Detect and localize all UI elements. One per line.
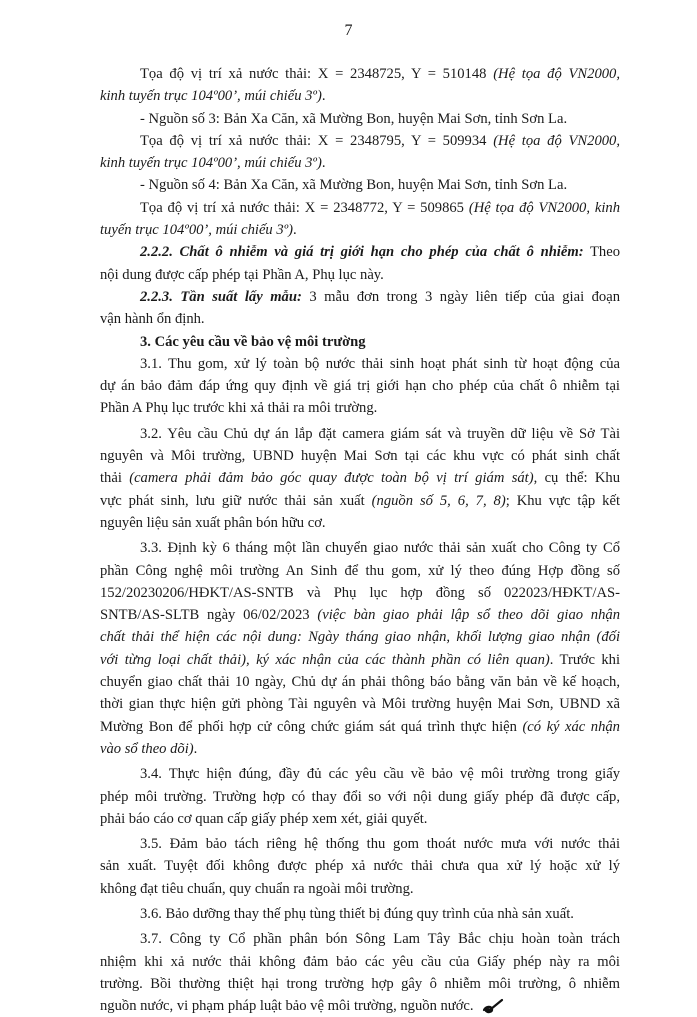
section-heading: 2.2.3. Tần suất lấy mẫu:	[140, 288, 302, 305]
coordinate-line: Tọa độ vị trí xả nước thải: X = 2348725, Y = 510148 (Hệ tọa độ VN2000,	[140, 66, 620, 82]
para-3-4-line: 3.4. Thực hiện đúng, đầy đủ các yêu cầu về bảo vệ môi trường trong giấy	[140, 766, 620, 783]
para-3-4-line: phải báo cáo cơ quan cấp giấy phép xem xét, giải quyết.	[100, 810, 428, 827]
coordinate-line-cont: kinh tuyến trục 104º00’, múi chiếu 3º).	[100, 88, 326, 105]
para-3-2-line: vực phát sinh, lưu giữ nước thải sản xuất (nguồn số 5, 6, 7, 8); Khu vực tập kết	[100, 492, 621, 509]
para-3-2-line: thải (camera phải đảm bảo góc quay được toàn bộ vị trí giám sát), cụ thể: Khu	[100, 470, 620, 487]
para-3-2-line: nguyên và Môi trường, UBND huyện Mai Sơn tại các khu vực có phát sinh chất	[100, 448, 620, 465]
section-3-heading: 3. Các yêu cầu về bảo vệ môi trường	[140, 333, 366, 350]
para-3-3-line: Mường Bon để phối hợp cử công chức giám sát quá trình thực hiện (có ký xác nhận	[100, 718, 620, 735]
para-3-1-line: Phần A Phụ lục trước khi xả thải ra môi trường.	[100, 400, 378, 417]
section-2-2-2-cont: nội dung được cấp phép tại Phần A, Phụ lục này.	[100, 266, 384, 283]
para-3-5-line: sản xuất. Tuyệt đối không được phép xả nước thải chưa qua xử lý hoặc xử lý	[100, 858, 620, 875]
coordinate-line-cont: tuyến trục 104º00’, múi chiếu 3º).	[100, 222, 297, 239]
para-3-3-line: thời gian thực hiện gửi phòng Tài nguyên và Môi trường huyện Mai Sơn, UBND xã	[100, 696, 620, 713]
document-body	[100, 63, 620, 1017]
para-3-3-line: với từng loại chất thải), ký xác nhận của các thành phần có liên quan). Trước khi	[100, 651, 620, 668]
para-3-7-line: 3.7. Công ty Cổ phần phân bón Sông Lam Tây Bắc chịu hoàn toàn trách	[140, 931, 620, 948]
para-3-1-line: 3.1. Thu gom, xử lý toàn bộ nước thải sinh hoạt phát sinh từ hoạt động của	[140, 355, 620, 372]
coordinate-line: Tọa độ vị trí xả nước thải: X = 2348795, Y = 509934 (Hệ tọa độ VN2000,	[140, 132, 620, 149]
section-2-2-3-cont: vận hành ổn định.	[100, 311, 205, 328]
source-4: - Nguồn số 4: Bản Xa Căn, xã Mường Bon, huyện Mai Sơn, tỉnh Sơn La.	[140, 177, 568, 194]
handwritten-initial-icon	[482, 998, 504, 1014]
section-2-2-2: 2.2.2. Chất ô nhiễm và giá trị giới hạn cho phép của chất ô nhiễm: Theo	[140, 244, 620, 261]
para-3-1-line: dự án bảo đảm đáp ứng quy định về giá trị giới hạn cho phép của chất ô nhiễm tại	[100, 378, 620, 395]
para-3-3-line: 152/20230206/HĐKT/AS-SNTB và Phụ lục hợp đồng số 022023/HĐKT/AS-	[100, 584, 620, 601]
coordinate-line: Tọa độ vị trí xả nước thải: X = 2348772, Y = 509865 (Hệ tọa độ VN2000, kinh	[140, 199, 620, 216]
para-3-5-line: không đạt tiêu chuẩn, quy chuẩn ra ngoài môi trường.	[100, 880, 414, 897]
section-2-2-3: 2.2.3. Tần suất lấy mẫu: 3 mẫu đơn trong 3 ngày liên tiếp của giai đoạn	[140, 288, 621, 305]
para-3-2-line: 3.2. Yêu cầu Chủ dự án lắp đặt camera giám sát và truyền dữ liệu về Sở Tài	[140, 425, 620, 442]
para-3-7-line: nguồn nước, vi phạm pháp luật bảo vệ môi trường, nguồn nước.	[100, 995, 620, 1017]
para-3-3-line: phần Công nghệ môi trường An Sinh để thu gom, xử lý theo đúng Hợp đồng số	[100, 562, 620, 579]
para-3-5-line: 3.5. Đảm bảo tách riêng hệ thống thu gom thoát nước mưa với nước thải	[140, 836, 620, 853]
para-3-7-line: nhiệm khi xả nước thải không đảm bảo các yêu cầu của Giấy phép này ra môi	[100, 953, 620, 970]
para-3-3-line: chuyển giao chất thải 10 ngày, Chủ dự án phải thông báo bằng văn bản về kế hoạch,	[100, 674, 620, 691]
para-3-4-line: phép môi trường. Trường hợp có thay đổi so với nội dung giấy phép đã được cấp,	[100, 788, 620, 805]
para-3-3-line: vào sổ theo dõi).	[100, 740, 198, 757]
page-number: 7	[344, 22, 353, 39]
para-3-3-line: SNTB/AS-SLTB ngày 06/02/2023 (việc bàn giao phải lập sổ theo dõi giao nhận	[100, 607, 620, 624]
para-3-6-line: 3.6. Bảo dưỡng thay thế phụ tùng thiết bị đúng quy trình của nhà sản xuất.	[140, 905, 574, 922]
para-3-2-line: nguyên liệu sản xuất phân bón hữu cơ.	[100, 514, 326, 531]
section-heading: 2.2.2. Chất ô nhiễm và giá trị giới hạn cho phép của chất ô nhiễm:	[140, 244, 584, 261]
source-3: - Nguồn số 3: Bản Xa Căn, xã Mường Bon, huyện Mai Sơn, tỉnh Sơn La.	[140, 110, 568, 127]
para-3-3-line: 3.3. Định kỳ 6 tháng một lần chuyển giao nước thải sản xuất cho Công ty Cổ	[140, 540, 620, 557]
para-3-3-line: chất thải thể hiện các nội dung: Ngày tháng giao nhận, khối lượng giao nhận (đối	[100, 629, 620, 646]
para-3-7-line: trường. Bồi thường thiệt hại trong trường hợp gây ô nhiễm môi trường, ô nhiễm	[100, 975, 620, 992]
coordinate-line-cont: kinh tuyến trục 104º00’, múi chiếu 3º).	[100, 155, 326, 172]
